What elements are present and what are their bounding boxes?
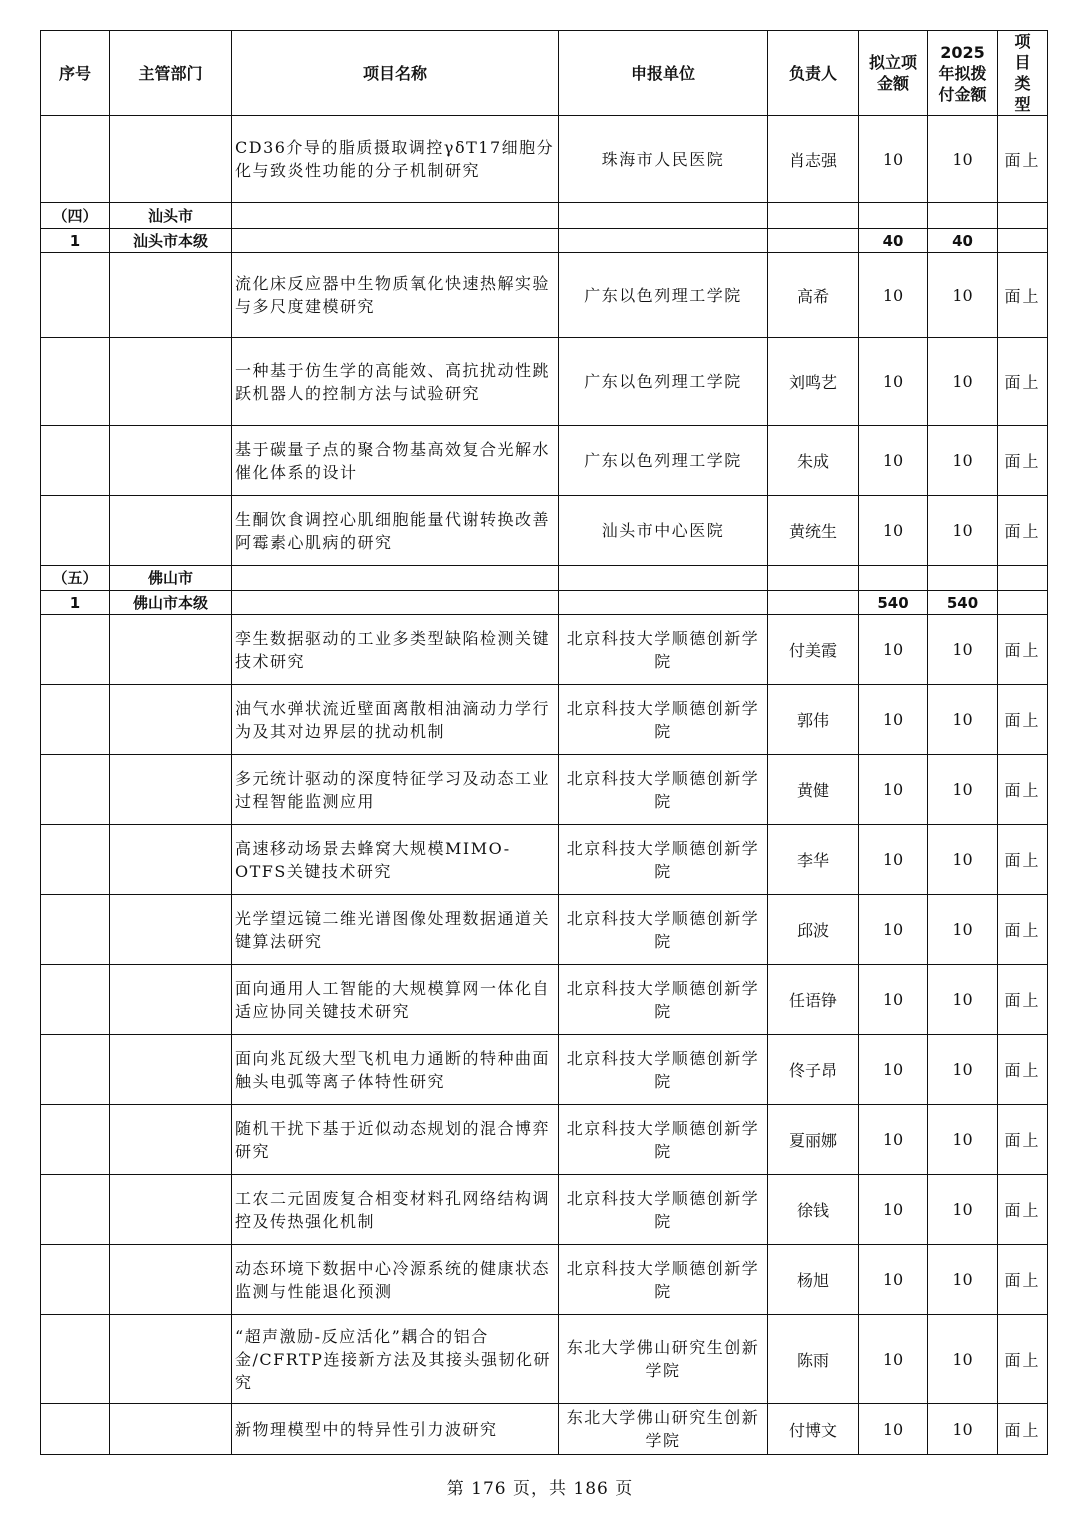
project-name-cell: 一种基于仿生学的高能效、高抗扰动性跳跃机器人的控制方法与试验研究 [232, 338, 559, 426]
amount-cell: 10 [859, 1175, 928, 1245]
dept-cell: 汕头市 [110, 203, 232, 229]
leader-cell: 佟子昂 [768, 1035, 859, 1105]
seq-cell: 1 [41, 229, 110, 253]
amount-cell: 10 [859, 1035, 928, 1105]
pay-cell: 10 [928, 253, 998, 338]
amount-cell [859, 566, 928, 591]
type-cell: 面上 [998, 685, 1048, 755]
table-row [41, 253, 1048, 338]
header-seq: 序号 [41, 31, 110, 116]
seq-cell: （五） [41, 566, 110, 591]
amount-cell [859, 203, 928, 229]
dept-cell [110, 496, 232, 566]
seq-cell [41, 965, 110, 1035]
table-row [41, 1175, 1048, 1245]
unit-cell: 北京科技大学顺德创新学院 [559, 895, 768, 965]
dept-cell [110, 755, 232, 825]
project-name-cell: CD36介导的脂质摄取调控γδT17细胞分化与致炎性功能的分子机制研究 [232, 116, 559, 203]
dept-cell [110, 116, 232, 203]
dept-cell [110, 338, 232, 426]
type-cell: 面上 [998, 116, 1048, 203]
table-row [41, 1315, 1048, 1404]
type-cell [998, 566, 1048, 591]
header-project-name: 项目名称 [232, 31, 559, 116]
unit-cell: 北京科技大学顺德创新学院 [559, 965, 768, 1035]
type-cell: 面上 [998, 615, 1048, 685]
unit-cell: 北京科技大学顺德创新学院 [559, 685, 768, 755]
project-name-cell: 光学望远镜二维光谱图像处理数据通道关键算法研究 [232, 895, 559, 965]
seq-cell [41, 685, 110, 755]
leader-cell: 朱成 [768, 426, 859, 496]
dept-cell [110, 825, 232, 895]
seq-cell [41, 496, 110, 566]
table-row [41, 116, 1048, 203]
type-cell: 面上 [998, 426, 1048, 496]
page-footer: 第 176 页，共 186 页 [446, 1479, 634, 1499]
subtotal-row [41, 591, 1048, 615]
section-row [41, 203, 1048, 229]
project-name-cell: 生酮饮食调控心肌细胞能量代谢转换改善阿霉素心肌病的研究 [232, 496, 559, 566]
pay-cell: 10 [928, 1404, 998, 1455]
table-row [41, 338, 1048, 426]
table-row [41, 1404, 1048, 1455]
unit-cell: 广东以色列理工学院 [559, 426, 768, 496]
seq-cell [41, 116, 110, 203]
seq-cell: （四） [41, 203, 110, 229]
type-cell: 面上 [998, 253, 1048, 338]
pay-cell: 10 [928, 1175, 998, 1245]
project-name-cell: “超声激励-反应活化”耦合的铝合金/CFRTP连接新方法及其接头强韧化研究 [232, 1315, 559, 1404]
unit-cell: 广东以色列理工学院 [559, 338, 768, 426]
project-name-cell [232, 203, 559, 229]
table-row [41, 615, 1048, 685]
seq-cell [41, 1315, 110, 1404]
table-row [41, 1245, 1048, 1315]
project-name-cell: 多元统计驱动的深度特征学习及动态工业过程智能监测应用 [232, 755, 559, 825]
leader-cell [768, 591, 859, 615]
dept-cell [110, 685, 232, 755]
unit-cell: 北京科技大学顺德创新学院 [559, 615, 768, 685]
amount-cell: 10 [859, 426, 928, 496]
seq-cell [41, 338, 110, 426]
type-cell: 面上 [998, 825, 1048, 895]
amount-cell: 540 [859, 591, 928, 615]
type-cell [998, 203, 1048, 229]
seq-cell [41, 1245, 110, 1315]
seq-cell [41, 615, 110, 685]
dept-cell [110, 253, 232, 338]
leader-cell: 任语铮 [768, 965, 859, 1035]
table-row [41, 685, 1048, 755]
table-header-row [41, 31, 1048, 116]
header-amount: 拟立项金额 [859, 31, 928, 116]
leader-cell: 付美霞 [768, 615, 859, 685]
type-cell: 面上 [998, 965, 1048, 1035]
table-row [41, 496, 1048, 566]
unit-cell: 汕头市中心医院 [559, 496, 768, 566]
seq-cell [41, 1035, 110, 1105]
type-cell: 面上 [998, 1245, 1048, 1315]
subtotal-row [41, 229, 1048, 253]
leader-cell [768, 229, 859, 253]
dept-cell [110, 965, 232, 1035]
header-leader: 负责人 [768, 31, 859, 116]
leader-cell: 高希 [768, 253, 859, 338]
table-row [41, 1035, 1048, 1105]
project-table [40, 30, 1048, 1455]
seq-cell [41, 895, 110, 965]
unit-cell: 珠海市人民医院 [559, 116, 768, 203]
project-name-cell: 随机干扰下基于近似动态规划的混合博弈研究 [232, 1105, 559, 1175]
leader-cell: 陈雨 [768, 1315, 859, 1404]
seq-cell [41, 1404, 110, 1455]
leader-cell: 付博文 [768, 1404, 859, 1455]
amount-cell: 40 [859, 229, 928, 253]
unit-cell: 广东以色列理工学院 [559, 253, 768, 338]
unit-cell: 东北大学佛山研究生创新学院 [559, 1404, 768, 1455]
dept-cell [110, 1175, 232, 1245]
dept-cell [110, 1404, 232, 1455]
leader-cell [768, 566, 859, 591]
type-cell: 面上 [998, 755, 1048, 825]
dept-cell [110, 1315, 232, 1404]
project-name-cell: 面向通用人工智能的大规模算网一体化自适应协同关键技术研究 [232, 965, 559, 1035]
amount-cell: 10 [859, 895, 928, 965]
amount-cell: 10 [859, 1404, 928, 1455]
type-cell: 面上 [998, 895, 1048, 965]
leader-cell: 李华 [768, 825, 859, 895]
leader-cell: 邱波 [768, 895, 859, 965]
leader-cell [768, 203, 859, 229]
amount-cell: 10 [859, 825, 928, 895]
project-name-cell [232, 591, 559, 615]
seq-cell [41, 1175, 110, 1245]
table-row [41, 1105, 1048, 1175]
pay-cell: 10 [928, 1245, 998, 1315]
amount-cell: 10 [859, 496, 928, 566]
seq-cell [41, 755, 110, 825]
header-pay: 2025年拟拨付金额 [928, 31, 998, 116]
type-cell: 面上 [998, 1315, 1048, 1404]
pay-cell: 10 [928, 1315, 998, 1404]
pay-cell: 10 [928, 755, 998, 825]
type-cell: 面上 [998, 1035, 1048, 1105]
leader-cell: 徐钱 [768, 1175, 859, 1245]
pay-cell: 10 [928, 825, 998, 895]
dept-cell [110, 895, 232, 965]
project-name-cell: 油气水弹状流近壁面离散相油滴动力学行为及其对边界层的扰动机制 [232, 685, 559, 755]
pay-cell: 10 [928, 426, 998, 496]
project-name-cell: 高速移动场景去蜂窝大规模MIMO-OTFS关键技术研究 [232, 825, 559, 895]
dept-cell [110, 426, 232, 496]
pay-cell: 10 [928, 1035, 998, 1105]
type-cell: 面上 [998, 1404, 1048, 1455]
unit-cell: 北京科技大学顺德创新学院 [559, 1105, 768, 1175]
project-name-cell: 基于碳量子点的聚合物基高效复合光解水催化体系的设计 [232, 426, 559, 496]
type-cell [998, 591, 1048, 615]
unit-cell [559, 591, 768, 615]
leader-cell: 黄统生 [768, 496, 859, 566]
leader-cell: 黄健 [768, 755, 859, 825]
project-name-cell: 工农二元固废复合相变材料孔网络结构调控及传热强化机制 [232, 1175, 559, 1245]
pay-cell: 40 [928, 229, 998, 253]
project-name-cell: 孪生数据驱动的工业多类型缺陷检测关键技术研究 [232, 615, 559, 685]
table-row [41, 755, 1048, 825]
pay-cell: 10 [928, 685, 998, 755]
dept-cell: 佛山市 [110, 566, 232, 591]
seq-cell: 1 [41, 591, 110, 615]
table-body [41, 116, 1048, 1455]
pay-cell: 10 [928, 116, 998, 203]
type-cell [998, 229, 1048, 253]
unit-cell: 北京科技大学顺德创新学院 [559, 1245, 768, 1315]
unit-cell: 东北大学佛山研究生创新学院 [559, 1315, 768, 1404]
seq-cell [41, 825, 110, 895]
amount-cell: 10 [859, 685, 928, 755]
unit-cell [559, 229, 768, 253]
project-name-cell: 面向兆瓦级大型飞机电力通断的特种曲面触头电弧等离子体特性研究 [232, 1035, 559, 1105]
project-name-cell [232, 566, 559, 591]
unit-cell: 北京科技大学顺德创新学院 [559, 1175, 768, 1245]
amount-cell: 10 [859, 1245, 928, 1315]
header-unit: 申报单位 [559, 31, 768, 116]
dept-cell [110, 1035, 232, 1105]
leader-cell: 杨旭 [768, 1245, 859, 1315]
header-dept: 主管部门 [110, 31, 232, 116]
pay-cell: 10 [928, 965, 998, 1035]
pay-cell: 10 [928, 895, 998, 965]
dept-cell [110, 1245, 232, 1315]
project-name-cell: 动态环境下数据中心冷源系统的健康状态监测与性能退化预测 [232, 1245, 559, 1315]
dept-cell [110, 615, 232, 685]
dept-cell: 汕头市本级 [110, 229, 232, 253]
amount-cell: 10 [859, 116, 928, 203]
pay-cell [928, 566, 998, 591]
header-type: 项目类型 [998, 31, 1048, 116]
dept-cell [110, 1105, 232, 1175]
amount-cell: 10 [859, 965, 928, 1035]
pay-cell: 10 [928, 496, 998, 566]
project-name-cell: 流化床反应器中生物质氧化快速热解实验与多尺度建模研究 [232, 253, 559, 338]
pay-cell: 10 [928, 338, 998, 426]
unit-cell [559, 203, 768, 229]
table-row [41, 965, 1048, 1035]
type-cell: 面上 [998, 1175, 1048, 1245]
type-cell: 面上 [998, 338, 1048, 426]
leader-cell: 刘鸣艺 [768, 338, 859, 426]
seq-cell [41, 1105, 110, 1175]
seq-cell [41, 426, 110, 496]
leader-cell: 夏丽娜 [768, 1105, 859, 1175]
amount-cell: 10 [859, 1315, 928, 1404]
table-row [41, 426, 1048, 496]
unit-cell: 北京科技大学顺德创新学院 [559, 755, 768, 825]
unit-cell [559, 566, 768, 591]
table-row [41, 895, 1048, 965]
section-row [41, 566, 1048, 591]
pay-cell: 10 [928, 615, 998, 685]
amount-cell: 10 [859, 1105, 928, 1175]
pay-cell: 540 [928, 591, 998, 615]
pay-cell: 10 [928, 1105, 998, 1175]
amount-cell: 10 [859, 755, 928, 825]
amount-cell: 10 [859, 253, 928, 338]
unit-cell: 北京科技大学顺德创新学院 [559, 825, 768, 895]
table-row [41, 825, 1048, 895]
type-cell: 面上 [998, 1105, 1048, 1175]
leader-cell: 郭伟 [768, 685, 859, 755]
amount-cell: 10 [859, 338, 928, 426]
project-name-cell [232, 229, 559, 253]
pay-cell [928, 203, 998, 229]
seq-cell [41, 253, 110, 338]
dept-cell: 佛山市本级 [110, 591, 232, 615]
type-cell: 面上 [998, 496, 1048, 566]
leader-cell: 肖志强 [768, 116, 859, 203]
project-name-cell: 新物理模型中的特异性引力波研究 [232, 1404, 559, 1455]
amount-cell: 10 [859, 615, 928, 685]
unit-cell: 北京科技大学顺德创新学院 [559, 1035, 768, 1105]
